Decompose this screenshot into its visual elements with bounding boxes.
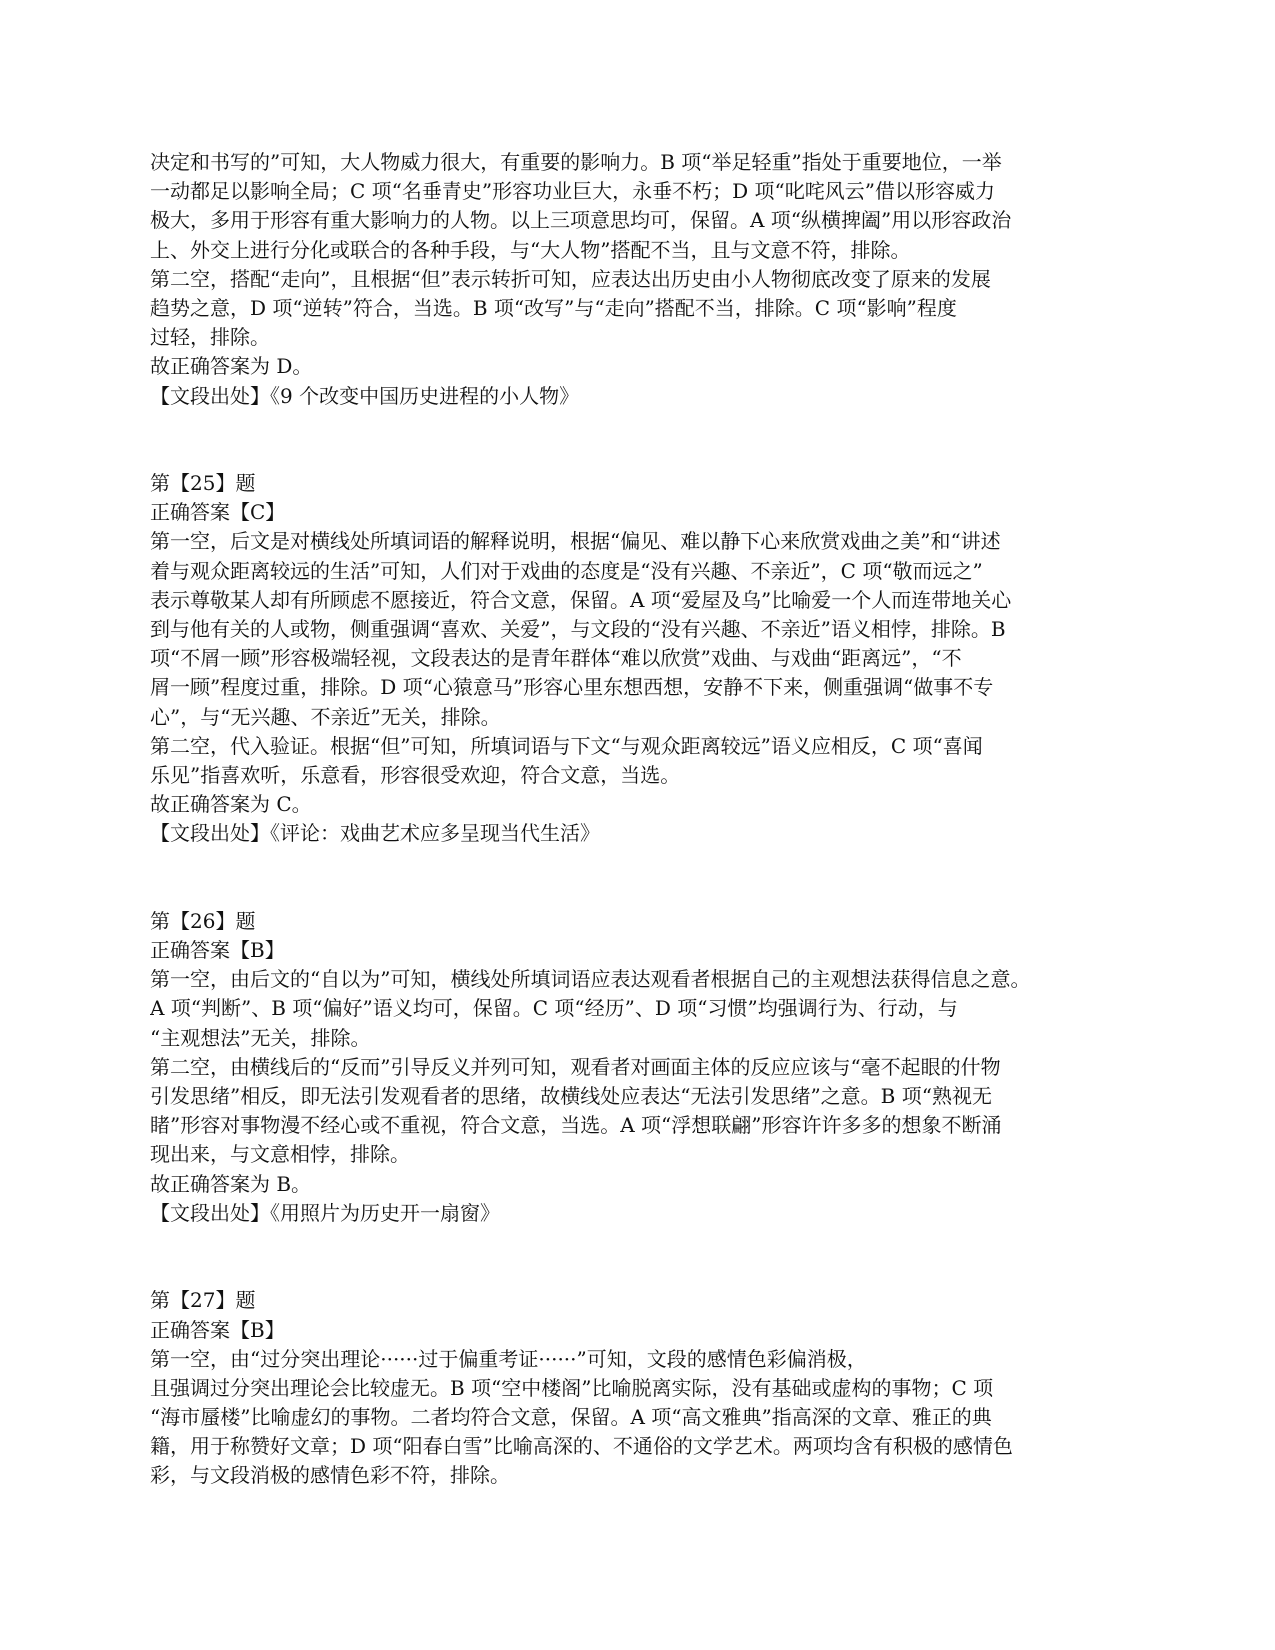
text-line: 趋势之意，D 项“逆转”符合，当选。B 项“改写”与“走向”搭配不当，排除。C 项“影响”程度 — [150, 295, 957, 320]
text-line: 过轻，排除。 — [150, 325, 270, 350]
source-line: 【文段出处】《9 个改变中国历史进程的小人物》 — [150, 383, 580, 408]
text-line: 第一空，由后文的“自以为”可知，横线处所填词语应表达观看者根据自己的主观想法获得信息之意。 — [150, 967, 1031, 992]
answer-summary: 故正确答案为 D。 — [150, 354, 313, 379]
text-line: 现出来，与文意相悖，排除。 — [150, 1142, 410, 1167]
question-27-section — [150, 1286, 1130, 1490]
answer-summary: 故正确答案为 C。 — [150, 792, 312, 817]
text-line: 屑一顾”程度过重，排除。D 项“心猿意马”形容心里东想西想，安静不下来，侧重强调“做事不专 — [150, 675, 994, 700]
text-line: “主观想法”无关，排除。 — [150, 1025, 371, 1050]
text-line: 第二空，代入验证。根据“但”可知，所填词语与下文“与观众距离较远”语义应相反，C 项“喜闻 — [150, 733, 983, 758]
source-line: 【文段出处】《用照片为历史开一扇窗》 — [150, 1200, 500, 1225]
text-line: 籍，用于称赞好文章；D 项“阳春白雪”比喻高深的、不通俗的文学艺术。两项均含有积极的感情色 — [150, 1434, 1013, 1459]
text-line: 且强调过分突出理论会比较虚无。B 项“空中楼阁”比喻脱离实际，没有基础或虚构的事物；C 项 — [150, 1375, 994, 1400]
text-line: 彩，与文段消极的感情色彩不符，排除。 — [150, 1463, 510, 1488]
source-line: 【文段出处】《评论：戏曲艺术应多呈现当代生活》 — [150, 821, 600, 846]
document-page — [150, 148, 1130, 1491]
text-line: 一动都足以影响全局；C 项“名垂青史”形容功业巨大，永垂不朽；D 项“叱咤风云”借以形容威力 — [150, 179, 995, 204]
question-26-section — [150, 907, 1130, 1228]
correct-answer: 正确答案【C】 — [150, 500, 286, 525]
text-line: 表示尊敬某人却有所顾虑不愿接近，符合文意，保留。A 项“爱屋及乌”比喻爱一个人而连带地关心 — [150, 587, 1012, 612]
text-line: “海市蜃楼”比喻虚幻的事物。二者均符合文意，保留。A 项“高文雅典”指高深的文章、雅正的典 — [150, 1405, 992, 1430]
text-line: 着与观众距离较远的生活”可知，人们对于戏曲的态度是“没有兴趣、不亲近”，C 项“敬而远之” — [150, 558, 983, 583]
text-line: 第一空，由“过分突出理论······过于偏重考证······”可知，文段的感情色彩偏消极， — [150, 1346, 867, 1371]
text-line: 睹”形容对事物漫不经心或不重视，符合文意，当选。A 项“浮想联翩”形容许许多多的想象不断涌 — [150, 1113, 1002, 1138]
correct-answer: 正确答案【B】 — [150, 1317, 285, 1342]
section-spacer — [150, 849, 1130, 907]
section-spacer — [150, 1228, 1130, 1286]
correct-answer: 正确答案【B】 — [150, 938, 285, 963]
answer-summary: 故正确答案为 B。 — [150, 1171, 312, 1196]
question-title: 第【27】题 — [150, 1288, 256, 1313]
text-line: 极大，多用于形容有重大影响力的人物。以上三项意思均可，保留。A 项“纵横捭阖”用以形容政治 — [150, 208, 1012, 233]
text-line: 引发思绪”相反，即无法引发观看者的思绪，故横线处应表达“无法引发思绪”之意。B 项“熟视无 — [150, 1084, 992, 1109]
text-line: 乐见”指喜欢听，乐意看，形容很受欢迎，符合文意，当选。 — [150, 762, 681, 787]
intro-section — [150, 148, 1130, 411]
text-line: 第一空，后文是对横线处所填词语的解释说明，根据“偏见、难以静下心来欣赏戏曲之美”和“讲述 — [150, 529, 1001, 554]
question-title: 第【25】题 — [150, 471, 256, 496]
text-line: 第二空，由横线后的“反而”引导反义并列可知，观看者对画面主体的反应应该与“毫不起眼的什物 — [150, 1054, 1001, 1079]
question-25-section — [150, 469, 1130, 848]
text-line: A 项“判断”、B 项“偏好”语义均可，保留。C 项“经历”、D 项“习惯”均强调行为、行动，与 — [150, 996, 958, 1021]
text-line: 上、外交上进行分化或联合的各种手段，与“大人物”搭配不当，且与文意不符，排除。 — [150, 237, 911, 262]
text-line: 项“不屑一顾”形容极端轻视，文段表达的是青年群体“难以欣赏”戏曲、与戏曲“距离远”，“不 — [150, 646, 962, 671]
section-spacer — [150, 411, 1130, 469]
text-line: 决定和书写的”可知，大人物威力很大，有重要的影响力。B 项“举足轻重”指处于重要地位，一举 — [150, 150, 1002, 174]
text-line: 第二空，搭配“走向”，且根据“但”表示转折可知，应表达出历史由小人物彻底改变了原来的发展 — [150, 266, 991, 291]
question-title: 第【26】题 — [150, 908, 256, 933]
text-line: 心”，与“无兴趣、不亲近”无关，排除。 — [150, 704, 501, 729]
text-line: 到与他有关的人或物，侧重强调“喜欢、关爱”，与文段的“没有兴趣、不亲近”语义相悖，排除。B — [150, 617, 1006, 642]
